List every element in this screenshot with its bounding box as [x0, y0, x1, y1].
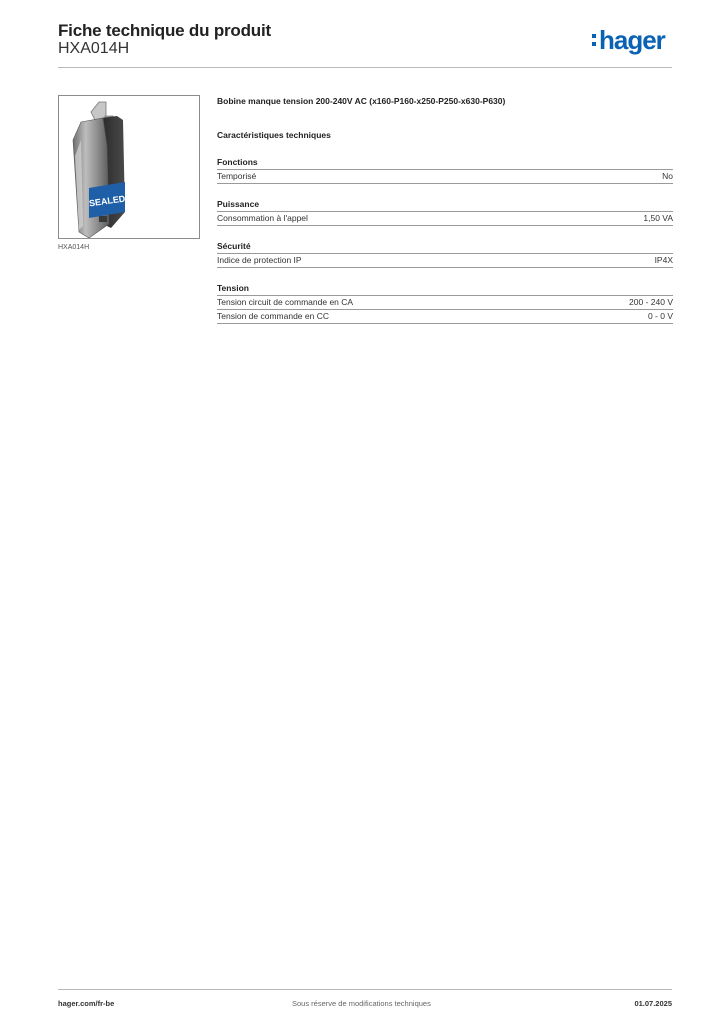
- product-reference: HXA014H: [58, 40, 130, 57]
- spec-value: 0 - 0 V: [647, 311, 673, 321]
- sealed-label: SEALED: [88, 193, 126, 209]
- spec-section-title: Sécurité: [217, 241, 673, 254]
- logo-dots-icon: [592, 30, 598, 48]
- spec-label: Consommation à l'appel: [217, 213, 308, 223]
- product-details: [217, 96, 673, 324]
- spec-label: Temporisé: [217, 171, 257, 181]
- spec-label: Tension circuit de commande en CA: [217, 297, 354, 307]
- spec-value: IP4X: [654, 255, 673, 265]
- spec-section-title: Puissance: [217, 199, 673, 212]
- page-title: Fiche technique du produit: [58, 21, 271, 40]
- spec-label: Indice de protection IP: [217, 255, 302, 265]
- spec-row: [217, 296, 673, 310]
- logo-text: hager: [599, 25, 665, 55]
- footer-disclaimer: Sous réserve de modifications techniques: [292, 999, 431, 1008]
- product-description: Bobine manque tension 200-240V AC (x160-P160-x250-P250-x630-P630): [217, 96, 506, 106]
- spec-section-title: Fonctions: [217, 157, 673, 170]
- spec-row: [217, 170, 673, 184]
- spec-section-title: Tension: [217, 283, 673, 296]
- spec-section-fonctions: [217, 157, 673, 184]
- header-divider: [58, 67, 672, 68]
- footer-website-link[interactable]: hager.com/fr-be: [58, 999, 115, 1008]
- footer-date: 01.07.2025: [634, 999, 672, 1008]
- spec-row: [217, 254, 673, 268]
- spec-row: [217, 212, 673, 226]
- image-caption: HXA014H: [58, 244, 90, 251]
- spec-section-tension: [217, 283, 673, 324]
- spec-row: [217, 310, 673, 324]
- spec-value: 1,50 VA: [643, 213, 673, 223]
- spec-section-puissance: [217, 199, 673, 226]
- specs-heading: Caractéristiques techniques: [217, 130, 331, 140]
- product-illustration: [59, 96, 199, 238]
- spec-section-securite: [217, 241, 673, 268]
- spec-value: No: [662, 171, 673, 181]
- spec-value: 200 - 240 V: [629, 297, 673, 307]
- spec-label: Tension de commande en CC: [217, 311, 329, 321]
- product-image: [58, 95, 200, 239]
- brand-logo: [592, 27, 665, 53]
- footer-divider: [58, 989, 672, 990]
